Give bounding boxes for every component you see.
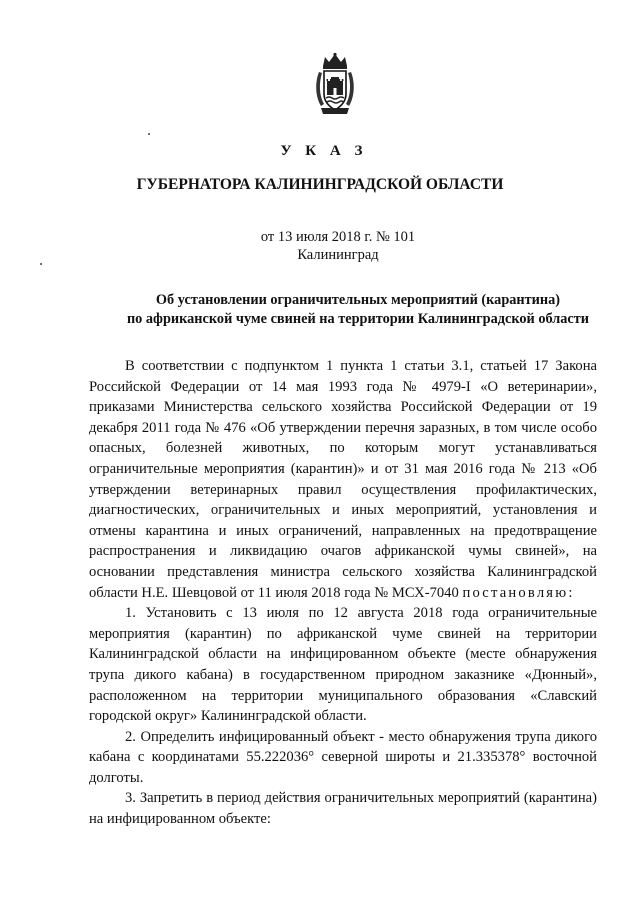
city-name: Калининград (297, 247, 379, 263)
item-3-paragraph: 3. Запретить в период действия ограничительных мероприятий (карантина) на инфицированном объекте: (89, 790, 597, 828)
subject-line-1: Об установлении ограничительных мероприятий (карантина) (155, 292, 561, 308)
coat-of-arms-icon (313, 52, 357, 116)
item-2-paragraph: 2. Определить инфицированный объект - место обнаружения трупа дикого кабана с координатами 55.222036° северной широты и 21.335378° восточной долготы. (89, 728, 597, 786)
subject-line-2: по африканской чуме свиней на территории Калининградской области (126, 311, 590, 327)
decree-word: постановляю: (462, 584, 575, 601)
issuer-title: ГУБЕРНАТОРА КАЛИНИНГРАДСКОЙ ОБЛАСТИ (136, 176, 504, 193)
decree-body (89, 356, 597, 830)
document-type-title: У К А З (280, 143, 368, 159)
date-and-number: от 13 июля 2018 г. № 101 (260, 229, 416, 245)
preamble-paragraph (89, 356, 597, 603)
scan-speck (148, 133, 150, 135)
preamble-text: В соответствии с подпунктом 1 пункта 1 статьи 3.1, статьей 17 Закона Российской Федерации от 14 мая 1993 года № 4979-I «О ветеринарии», приказами Министерства сельского хозяйства Российской Федерации от 19 декабря 2011 года № 476 «Об утверждении перечня заразных, в том числе особо опасных, болезней животных, по которым могут устанавливаться ограничительные мероприятия (карантин)» и от 31 мая 2016 года № 213 «Об утверждении ветеринарных правил осуществления профилактических, диагностических, ограничительных и иных мероприятий, установления и отмены карантина и иных ограничений, направленных на предотвращение распространения и ликвидацию очагов африканской чумы свиней», на основании представления министра сельского хозяйства Калининградской области Н.Е. Шевцовой от 11 июля 2018 года № МСХ-7040 (89, 358, 597, 601)
decree-subject (118, 291, 598, 329)
item-1-paragraph: 1. Установить с 13 июля по 12 августа 2018 года ограничительные мероприятия (карантин) по африканской чуме свиней на территории Калининградской области на инфицированном объекте (месте обнаружения трупа дикого кабана) в государственном природном заказнике «Дюнный», расположенном на территории муниципального образования «Славский городской округ» Калининградской области. (89, 605, 597, 725)
